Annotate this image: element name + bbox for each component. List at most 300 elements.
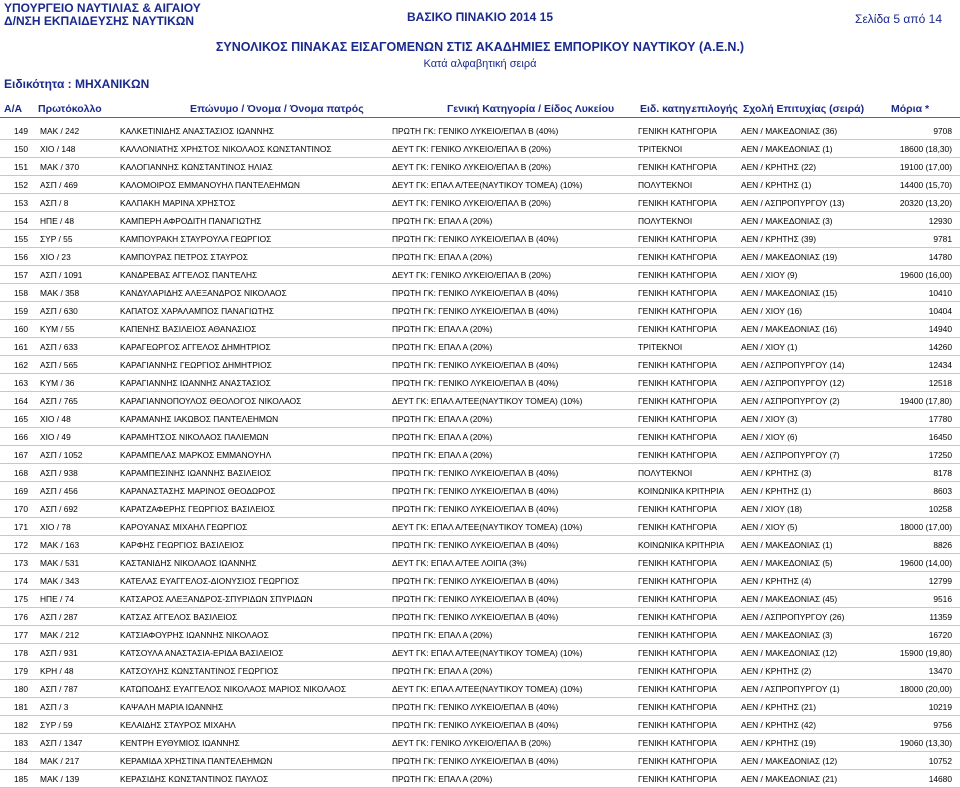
row-school: ΑΕΝ / ΚΡΗΤΗΣ (1): [741, 180, 812, 190]
table-header: [0, 101, 960, 118]
row-category: ΠΡΩΤΗ ΓΚ: ΕΠΑΛ Α (20%): [392, 216, 493, 226]
row-school: ΑΕΝ / ΧΙΟΥ (5): [741, 522, 798, 532]
table-row: [0, 716, 960, 734]
row-points: 8178: [933, 468, 952, 478]
row-name: ΚΕΡΑΜΙΔΑ ΧΡΗΣΤΙΝΑ ΠΑΝΤΕΛΕΗΜΩΝ: [120, 756, 273, 766]
row-name: ΚΑΡΑΓΙΑΝΝΟΠΟΥΛΟΣ ΘΕΟΛΟΓΟΣ ΝΙΚΟΛΑΟΣ: [120, 396, 302, 406]
col-points: Μόρια *: [891, 103, 930, 115]
row-category: ΠΡΩΤΗ ΓΚ: ΓΕΝΙΚΟ ΛΥΚΕΙΟ/ΕΠΑΛ Β (40%): [392, 702, 559, 712]
page-indicator: Σελίδα 5 από 14: [855, 12, 942, 26]
row-school: ΑΕΝ / ΜΑΚΕΔΟΝΙΑΣ (45): [741, 594, 838, 604]
specialty-label: Ειδικότητα : ΜΗΧΑΝΙΚΩΝ: [4, 77, 150, 91]
row-points: 10752: [928, 756, 952, 766]
row-number: 183: [14, 738, 28, 748]
row-special-category: ΓΕΝΙΚΗ ΚΑΤΗΓΟΡΙΑ: [638, 666, 717, 676]
row-special-category: ΓΕΝΙΚΗ ΚΑΤΗΓΟΡΙΑ: [638, 702, 717, 712]
row-category: ΠΡΩΤΗ ΓΚ: ΓΕΝΙΚΟ ΛΥΚΕΙΟ/ΕΠΑΛ Β (40%): [392, 234, 559, 244]
table-row: [0, 590, 960, 608]
row-protocol: ΜΑΚ / 358: [40, 288, 80, 298]
row-school: ΑΕΝ / ΑΣΠΡΟΠΥΡΓΟΥ (26): [741, 612, 845, 622]
row-category: ΠΡΩΤΗ ΓΚ: ΕΠΑΛ Α (20%): [392, 414, 493, 424]
row-category: ΔΕΥΤ ΓΚ: ΕΠΑΛ Α/ΤΕΕ(ΝΑΥΤΙΚΟΥ ΤΟΜΕΑ) (10%): [392, 648, 583, 658]
row-school: ΑΕΝ / ΜΑΚΕΔΟΝΙΑΣ (1): [741, 540, 833, 550]
row-number: 180: [14, 684, 28, 694]
row-points: 14400 (15,70): [899, 180, 952, 190]
table-row: [0, 428, 960, 446]
results-table-body: [0, 122, 960, 788]
table-row: [0, 338, 960, 356]
table-row: [0, 248, 960, 266]
row-school: ΑΕΝ / ΑΣΠΡΟΠΥΡΓΟΥ (7): [741, 450, 840, 460]
row-special-category: ΓΕΝΙΚΗ ΚΑΤΗΓΟΡΙΑ: [638, 288, 717, 298]
table-row: [0, 752, 960, 770]
row-special-category: ΓΕΝΙΚΗ ΚΑΤΗΓΟΡΙΑ: [638, 378, 717, 388]
row-special-category: ΓΕΝΙΚΗ ΚΑΤΗΓΟΡΙΑ: [638, 594, 717, 604]
row-number: 156: [14, 252, 28, 262]
row-name: ΚΑΡΑΤΖΑΦΕΡΗΣ ΓΕΩΡΓΙΟΣ ΒΑΣΙΛΕΙΟΣ: [120, 504, 275, 514]
row-name: ΚΑΡΑΓΕΩΡΓΟΣ ΑΓΓΕΛΟΣ ΔΗΜΗΤΡΙΟΣ: [120, 342, 271, 352]
col-protocol: Πρωτόκολλο: [38, 103, 102, 115]
row-special-category: ΓΕΝΙΚΗ ΚΑΤΗΓΟΡΙΑ: [638, 414, 717, 424]
row-points: 19600 (16,00): [899, 270, 952, 280]
row-school: ΑΕΝ / ΜΑΚΕΔΟΝΙΑΣ (36): [741, 126, 838, 136]
row-number: 175: [14, 594, 28, 604]
row-school: ΑΕΝ / ΧΙΟΥ (3): [741, 414, 798, 424]
row-points: 10258: [928, 504, 952, 514]
row-special-category: ΚΟΙΝΩΝΙΚΑ ΚΡΙΤΗΡΙΑ: [638, 540, 725, 550]
row-protocol: ΑΣΠ / 287: [40, 612, 78, 622]
row-school: ΑΕΝ / ΧΙΟΥ (1): [741, 342, 798, 352]
row-protocol: ΧΙΟ / 148: [40, 144, 76, 154]
row-special-category: ΓΕΝΙΚΗ ΚΑΤΗΓΟΡΙΑ: [638, 648, 717, 658]
row-number: 153: [14, 198, 28, 208]
row-special-category: ΤΡΙΤΕΚΝΟΙ: [638, 144, 683, 154]
row-special-category: ΓΕΝΙΚΗ ΚΑΤΗΓΟΡΙΑ: [638, 756, 717, 766]
row-number: 181: [14, 702, 28, 712]
row-category: ΠΡΩΤΗ ΓΚ: ΓΕΝΙΚΟ ΛΥΚΕΙΟ/ΕΠΑΛ Β (40%): [392, 468, 559, 478]
row-number: 158: [14, 288, 28, 298]
row-number: 154: [14, 216, 28, 226]
row-category: ΠΡΩΤΗ ΓΚ: ΓΕΝΙΚΟ ΛΥΚΕΙΟ/ΕΠΑΛ Β (40%): [392, 594, 559, 604]
row-category: ΔΕΥΤ ΓΚ: ΓΕΝΙΚΟ ΛΥΚΕΙΟ/ΕΠΑΛ Β (20%): [392, 162, 552, 172]
table-row: [0, 158, 960, 176]
row-special-category: ΓΕΝΙΚΗ ΚΑΤΗΓΟΡΙΑ: [638, 306, 717, 316]
row-protocol: ΚΡΗ / 48: [40, 666, 74, 676]
row-school: ΑΕΝ / ΜΑΚΕΔΟΝΙΑΣ (12): [741, 756, 838, 766]
row-points: 19600 (14,00): [899, 558, 952, 568]
row-name: ΚΕΛΑΙΔΗΣ ΣΤΑΥΡΟΣ ΜΙΧΑΗΛ: [120, 720, 236, 730]
row-special-category: ΓΕΝΙΚΗ ΚΑΤΗΓΟΡΙΑ: [638, 630, 717, 640]
row-special-category: ΓΕΝΙΚΗ ΚΑΤΗΓΟΡΙΑ: [638, 522, 717, 532]
row-special-category: ΓΕΝΙΚΗ ΚΑΤΗΓΟΡΙΑ: [638, 396, 717, 406]
table-row: [0, 608, 960, 626]
row-school: ΑΕΝ / ΜΑΚΕΔΟΝΙΑΣ (5): [741, 558, 833, 568]
row-category: ΠΡΩΤΗ ΓΚ: ΕΠΑΛ Α (20%): [392, 324, 493, 334]
row-protocol: ΧΙΟ / 49: [40, 432, 71, 442]
row-protocol: ΑΣΠ / 931: [40, 648, 78, 658]
table-row: [0, 500, 960, 518]
row-special-category: ΓΕΝΙΚΗ ΚΑΤΗΓΟΡΙΑ: [638, 126, 717, 136]
row-points: 16720: [928, 630, 952, 640]
row-category: ΠΡΩΤΗ ΓΚ: ΓΕΝΙΚΟ ΛΥΚΕΙΟ/ΕΠΑΛ Β (40%): [392, 486, 559, 496]
row-category: ΔΕΥΤ ΓΚ: ΓΕΝΙΚΟ ΛΥΚΕΙΟ/ΕΠΑΛ Β (20%): [392, 144, 552, 154]
row-number: 167: [14, 450, 28, 460]
table-row: [0, 122, 960, 140]
row-number: 155: [14, 234, 28, 244]
row-points: 13470: [928, 666, 952, 676]
row-special-category: ΓΕΝΙΚΗ ΚΑΤΗΓΟΡΙΑ: [638, 720, 717, 730]
row-name: ΚΑΤΩΠΟΔΗΣ ΕΥΑΓΓΕΛΟΣ ΝΙΚΟΛΑΟΣ ΜΑΡΙΟΣ ΝΙΚΟΛΑΟΣ: [120, 684, 347, 694]
row-protocol: ΧΙΟ / 23: [40, 252, 71, 262]
row-category: ΔΕΥΤ ΓΚ: ΓΕΝΙΚΟ ΛΥΚΕΙΟ/ΕΠΑΛ Β (20%): [392, 270, 552, 280]
row-protocol: ΑΣΠ / 469: [40, 180, 78, 190]
document-title: ΣΥΝΟΛΙΚΟΣ ΠΙΝΑΚΑΣ ΕΙΣΑΓΟΜΕΝΩΝ ΣΤΙΣ ΑΚΑΔΗΜΙΕΣ ΕΜΠΟΡΙΚΟΥ ΝΑΥΤΙΚΟΥ (Α.Ε.Ν.): [215, 40, 745, 54]
row-category: ΠΡΩΤΗ ΓΚ: ΓΕΝΙΚΟ ΛΥΚΕΙΟ/ΕΠΑΛ Β (40%): [392, 126, 559, 136]
table-row: [0, 770, 960, 788]
row-number: 159: [14, 306, 28, 316]
row-category: ΠΡΩΤΗ ΓΚ: ΓΕΝΙΚΟ ΛΥΚΕΙΟ/ΕΠΑΛ Β (40%): [392, 378, 559, 388]
table-row: [0, 734, 960, 752]
row-number: 149: [14, 126, 28, 136]
row-number: 169: [14, 486, 28, 496]
col-selection: επιλογής: [692, 103, 738, 115]
row-protocol: ΜΑΚ / 242: [40, 126, 80, 136]
row-number: 162: [14, 360, 28, 370]
table-row: [0, 626, 960, 644]
row-points: 14940: [928, 324, 952, 334]
table-row: [0, 194, 960, 212]
row-protocol: ΗΠΕ / 48: [40, 216, 74, 226]
row-points: 9516: [933, 594, 952, 604]
row-points: 17250: [928, 450, 952, 460]
row-points: 12518: [928, 378, 952, 388]
row-number: 177: [14, 630, 28, 640]
table-row: [0, 572, 960, 590]
row-number: 164: [14, 396, 28, 406]
row-protocol: ΣΥΡ / 59: [40, 720, 73, 730]
row-special-category: ΓΕΝΙΚΗ ΚΑΤΗΓΟΡΙΑ: [638, 504, 717, 514]
row-name: ΚΑΤΣΑΡΟΣ ΑΛΕΞΑΝΔΡΟΣ-ΣΠΥΡΙΔΩΝ ΣΠΥΡΙΔΩΝ: [120, 594, 313, 604]
row-name: ΚΑΝΔΡΕΒΑΣ ΑΓΓΕΛΟΣ ΠΑΝΤΕΛΗΣ: [120, 270, 258, 280]
row-school: ΑΕΝ / ΜΑΚΕΔΟΝΙΑΣ (16): [741, 324, 838, 334]
row-protocol: ΑΣΠ / 1052: [40, 450, 83, 460]
row-school: ΑΕΝ / ΚΡΗΤΗΣ (21): [741, 702, 816, 712]
row-protocol: ΑΣΠ / 456: [40, 486, 78, 496]
row-name: ΚΑΡΟΥΑΝΑΣ ΜΙΧΑΗΛ ΓΕΩΡΓΙΟΣ: [120, 522, 248, 532]
row-protocol: ΧΙΟ / 48: [40, 414, 71, 424]
row-special-category: ΓΕΝΙΚΗ ΚΑΤΗΓΟΡΙΑ: [638, 324, 717, 334]
table-row: [0, 230, 960, 248]
table-row: [0, 410, 960, 428]
row-name: ΚΑΛΟΓΙΑΝΝΗΣ ΚΩΝΣΤΑΝΤΙΝΟΣ ΗΛΙΑΣ: [120, 162, 273, 172]
row-protocol: ΑΣΠ / 1091: [40, 270, 83, 280]
row-protocol: ΜΑΚ / 212: [40, 630, 80, 640]
row-protocol: ΚΥΜ / 55: [40, 324, 75, 334]
row-name: ΚΑΝΔΥΛΑΡΙΔΗΣ ΑΛΕΞΑΝΔΡΟΣ ΝΙΚΟΛΑΟΣ: [120, 288, 287, 298]
row-number: 168: [14, 468, 28, 478]
row-protocol: ΑΣΠ / 630: [40, 306, 78, 316]
row-name: ΚΑΣΤΑΝΙΔΗΣ ΝΙΚΟΛΑΟΣ ΙΩΑΝΝΗΣ: [120, 558, 257, 568]
row-category: ΔΕΥΤ ΓΚ: ΓΕΝΙΚΟ ΛΥΚΕΙΟ/ΕΠΑΛ Β (20%): [392, 738, 552, 748]
row-points: 9781: [933, 234, 952, 244]
row-special-category: ΓΕΝΙΚΗ ΚΑΤΗΓΟΡΙΑ: [638, 252, 717, 262]
row-points: 15900 (19,80): [899, 648, 952, 658]
ministry-name: ΥΠΟΥΡΓΕΙΟ ΝΑΥΤΙΛΙΑΣ & ΑΙΓΑΙΟΥ: [4, 1, 201, 15]
row-name: ΚΑΡΑΜΠΕΛΑΣ ΜΑΡΚΟΣ ΕΜΜΑΝΟΥΗΛ: [120, 450, 272, 460]
row-school: ΑΕΝ / ΜΑΚΕΔΟΝΙΑΣ (15): [741, 288, 838, 298]
table-row: [0, 212, 960, 230]
row-name: ΚΑΠΑΤΟΣ ΧΑΡΑΛΑΜΠΟΣ ΠΑΝΑΓΙΩΤΗΣ: [120, 306, 274, 316]
row-number: 151: [14, 162, 28, 172]
row-name: ΚΑΡΑΜΗΤΣΟΣ ΝΙΚΟΛΑΟΣ ΠΑΛΙΕΜΩΝ: [120, 432, 269, 442]
row-points: 18000 (20,00): [899, 684, 952, 694]
row-school: ΑΕΝ / ΜΑΚΕΔΟΝΙΑΣ (3): [741, 216, 833, 226]
row-points: 8826: [933, 540, 952, 550]
row-name: ΚΑΤΣΟΥΛΑ ΑΝΑΣΤΑΣΙΑ-ΕΡΙΔΑ ΒΑΣΙΛΕΙΟΣ: [120, 648, 284, 658]
row-school: ΑΕΝ / ΜΑΚΕΔΟΝΙΑΣ (3): [741, 630, 833, 640]
col-aa: Α/Α: [4, 103, 23, 115]
row-school: ΑΕΝ / ΚΡΗΤΗΣ (22): [741, 162, 816, 172]
row-special-category: ΚΟΙΝΩΝΙΚΑ ΚΡΙΤΗΡΙΑ: [638, 486, 725, 496]
row-special-category: ΓΕΝΙΚΗ ΚΑΤΗΓΟΡΙΑ: [638, 558, 717, 568]
col-special-category: Ειδ. κατηγ.: [640, 103, 694, 115]
row-name: ΚΑΡΑΜΠΕΣΙΝΗΣ ΙΩΑΝΝΗΣ ΒΑΣΙΛΕΙΟΣ: [120, 468, 272, 478]
row-points: 20320 (13,20): [899, 198, 952, 208]
table-row: [0, 266, 960, 284]
row-protocol: ΑΣΠ / 565: [40, 360, 78, 370]
table-row: [0, 518, 960, 536]
row-category: ΠΡΩΤΗ ΓΚ: ΕΠΑΛ Α (20%): [392, 774, 493, 784]
row-protocol: ΗΠΕ / 74: [40, 594, 74, 604]
table-row: [0, 698, 960, 716]
table-row: [0, 446, 960, 464]
row-special-category: ΠΟΛΥΤΕΚΝΟΙ: [638, 468, 693, 478]
row-school: ΑΕΝ / ΧΙΟΥ (6): [741, 432, 798, 442]
row-points: 10410: [928, 288, 952, 298]
table-row: [0, 284, 960, 302]
row-special-category: ΓΕΝΙΚΗ ΚΑΤΗΓΟΡΙΑ: [638, 162, 717, 172]
table-row: [0, 374, 960, 392]
row-category: ΠΡΩΤΗ ΓΚ: ΓΕΝΙΚΟ ΛΥΚΕΙΟ/ΕΠΑΛ Β (40%): [392, 504, 559, 514]
row-points: 16450: [928, 432, 952, 442]
row-protocol: ΑΣΠ / 3: [40, 702, 69, 712]
row-category: ΠΡΩΤΗ ΓΚ: ΕΠΑΛ Α (20%): [392, 252, 493, 262]
row-number: 163: [14, 378, 28, 388]
row-number: 171: [14, 522, 28, 532]
row-special-category: ΓΕΝΙΚΗ ΚΑΤΗΓΟΡΙΑ: [638, 774, 717, 784]
row-protocol: ΑΣΠ / 938: [40, 468, 78, 478]
table-row: [0, 644, 960, 662]
row-special-category: ΠΟΛΥΤΕΚΝΟΙ: [638, 180, 693, 190]
row-name: ΚΑΨΑΛΗ ΜΑΡΙΑ ΙΩΑΝΝΗΣ: [120, 702, 224, 712]
row-category: ΔΕΥΤ ΓΚ: ΕΠΑΛ Α/ΤΕΕ(ΝΑΥΤΙΚΟΥ ΤΟΜΕΑ) (10%): [392, 522, 583, 532]
row-protocol: ΜΑΚ / 163: [40, 540, 80, 550]
row-category: ΠΡΩΤΗ ΓΚ: ΕΠΑΛ Α (20%): [392, 342, 493, 352]
row-category: ΠΡΩΤΗ ΓΚ: ΓΕΝΙΚΟ ΛΥΚΕΙΟ/ΕΠΑΛ Β (40%): [392, 576, 559, 586]
row-points: 19060 (13,30): [899, 738, 952, 748]
row-name: ΚΑΛΟΜΟΙΡΟΣ ΕΜΜΑΝΟΥΗΛ ΠΑΝΤΕΛΕΗΜΩΝ: [120, 180, 300, 190]
row-points: 18000 (17,00): [899, 522, 952, 532]
col-school: Σχολή Επιτυχίας (σειρά): [743, 103, 865, 115]
row-name: ΚΑΤΣΑΣ ΑΓΓΕΛΟΣ ΒΑΣΙΛΕΙΟΣ: [120, 612, 238, 622]
row-number: 174: [14, 576, 28, 586]
row-special-category: ΓΕΝΙΚΗ ΚΑΤΗΓΟΡΙΑ: [638, 450, 717, 460]
row-school: ΑΕΝ / ΜΑΚΕΔΟΝΙΑΣ (19): [741, 252, 838, 262]
table-row: [0, 662, 960, 680]
row-number: 185: [14, 774, 28, 784]
row-special-category: ΤΡΙΤΕΚΝΟΙ: [638, 342, 683, 352]
row-name: ΚΑΛΛΟΝΙΑΤΗΣ ΧΡΗΣΤΟΣ ΝΙΚΟΛΑΟΣ ΚΩΝΣΤΑΝΤΙΝΟΣ: [120, 144, 332, 154]
row-category: ΠΡΩΤΗ ΓΚ: ΓΕΝΙΚΟ ΛΥΚΕΙΟ/ΕΠΑΛ Β (40%): [392, 540, 559, 550]
row-name: ΚΑΤΣΟΥΛΗΣ ΚΩΝΣΤΑΝΤΙΝΟΣ ΓΕΩΡΓΙΟΣ: [120, 666, 279, 676]
row-category: ΠΡΩΤΗ ΓΚ: ΓΕΝΙΚΟ ΛΥΚΕΙΟ/ΕΠΑΛ Β (40%): [392, 288, 559, 298]
row-category: ΠΡΩΤΗ ΓΚ: ΓΕΝΙΚΟ ΛΥΚΕΙΟ/ΕΠΑΛ Β (40%): [392, 306, 559, 316]
row-protocol: ΜΑΚ / 370: [40, 162, 80, 172]
row-name: ΚΑΜΠΕΡΗ ΑΦΡΟΔΙΤΗ ΠΑΝΑΓΙΩΤΗΣ: [120, 216, 262, 226]
row-protocol: ΜΑΚ / 139: [40, 774, 80, 784]
row-special-category: ΓΕΝΙΚΗ ΚΑΤΗΓΟΡΙΑ: [638, 270, 717, 280]
row-school: ΑΕΝ / ΧΙΟΥ (9): [741, 270, 798, 280]
row-points: 12799: [928, 576, 952, 586]
row-school: ΑΕΝ / ΜΑΚΕΔΟΝΙΑΣ (1): [741, 144, 833, 154]
table-row: [0, 482, 960, 500]
row-number: 166: [14, 432, 28, 442]
row-points: 12930: [928, 216, 952, 226]
row-school: ΑΕΝ / ΚΡΗΤΗΣ (39): [741, 234, 816, 244]
row-category: ΠΡΩΤΗ ΓΚ: ΕΠΑΛ Α (20%): [392, 630, 493, 640]
row-points: 19100 (17,00): [899, 162, 952, 172]
table-row: [0, 536, 960, 554]
row-special-category: ΓΕΝΙΚΗ ΚΑΤΗΓΟΡΙΑ: [638, 432, 717, 442]
table-row: [0, 356, 960, 374]
row-school: ΑΕΝ / ΧΙΟΥ (18): [741, 504, 803, 514]
row-school: ΑΕΝ / ΑΣΠΡΟΠΥΡΓΟΥ (12): [741, 378, 845, 388]
row-protocol: ΜΑΚ / 531: [40, 558, 80, 568]
row-school: ΑΕΝ / ΚΡΗΤΗΣ (4): [741, 576, 812, 586]
col-category: Γενική Κατηγορία / Είδος Λυκείου: [447, 103, 615, 115]
row-number: 161: [14, 342, 28, 352]
row-school: ΑΕΝ / ΚΡΗΤΗΣ (1): [741, 486, 812, 496]
col-name: Επώνυμο / Όνομα / Όνομα πατρός: [190, 103, 364, 115]
table-row: [0, 320, 960, 338]
row-special-category: ΓΕΝΙΚΗ ΚΑΤΗΓΟΡΙΑ: [638, 684, 717, 694]
row-protocol: ΑΣΠ / 765: [40, 396, 78, 406]
row-category: ΔΕΥΤ ΓΚ: ΕΠΑΛ Α/ΤΕΕ ΛΟΙΠΑ (3%): [392, 558, 527, 568]
row-school: ΑΕΝ / ΑΣΠΡΟΠΥΡΓΟΥ (13): [741, 198, 845, 208]
row-category: ΠΡΩΤΗ ΓΚ: ΓΕΝΙΚΟ ΛΥΚΕΙΟ/ΕΠΑΛ Β (40%): [392, 720, 559, 730]
row-special-category: ΓΕΝΙΚΗ ΚΑΤΗΓΟΡΙΑ: [638, 576, 717, 586]
row-number: 176: [14, 612, 28, 622]
row-school: ΑΕΝ / ΚΡΗΤΗΣ (3): [741, 468, 812, 478]
row-name: ΚΑΠΕΝΗΣ ΒΑΣΙΛΕΙΟΣ ΑΘΑΝΑΣΙΟΣ: [120, 324, 257, 334]
row-name: ΚΑΡΑΜΑΝΗΣ ΙΑΚΩΒΟΣ ΠΑΝΤΕΛΕΗΜΩΝ: [120, 414, 279, 424]
row-category: ΔΕΥΤ ΓΚ: ΓΕΝΙΚΟ ΛΥΚΕΙΟ/ΕΠΑΛ Β (20%): [392, 198, 552, 208]
row-school: ΑΕΝ / ΧΙΟΥ (16): [741, 306, 803, 316]
row-name: ΚΑΡΑΝΑΣΤΑΣΗΣ ΜΑΡΙΝΟΣ ΘΕΟΔΩΡΟΣ: [120, 486, 276, 496]
row-points: 14780: [928, 252, 952, 262]
row-school: ΑΕΝ / ΚΡΗΤΗΣ (2): [741, 666, 812, 676]
row-number: 173: [14, 558, 28, 568]
row-protocol: ΚΥΜ / 36: [40, 378, 75, 388]
row-school: ΑΕΝ / ΚΡΗΤΗΣ (19): [741, 738, 816, 748]
row-school: ΑΕΝ / ΜΑΚΕΔΟΝΙΑΣ (12): [741, 648, 838, 658]
row-category: ΔΕΥΤ ΓΚ: ΕΠΑΛ Α/ΤΕΕ(ΝΑΥΤΙΚΟΥ ΤΟΜΕΑ) (10%): [392, 180, 583, 190]
row-category: ΔΕΥΤ ΓΚ: ΕΠΑΛ Α/ΤΕΕ(ΝΑΥΤΙΚΟΥ ΤΟΜΕΑ) (10%): [392, 684, 583, 694]
row-school: ΑΕΝ / ΑΣΠΡΟΠΥΡΓΟΥ (1): [741, 684, 840, 694]
row-points: 12434: [928, 360, 952, 370]
table-row: [0, 464, 960, 482]
table-row: [0, 392, 960, 410]
row-name: ΚΑΤΕΛΑΣ ΕΥΑΓΓΕΛΟΣ-ΔΙΟΝΥΣΙΟΣ ΓΕΩΡΓΙΟΣ: [120, 576, 300, 586]
row-category: ΠΡΩΤΗ ΓΚ: ΕΠΑΛ Α (20%): [392, 666, 493, 676]
row-name: ΚΑΜΠΟΥΡΑΚΗ ΣΤΑΥΡΟΥΛΑ ΓΕΩΡΓΙΟΣ: [120, 234, 272, 244]
row-number: 178: [14, 648, 28, 658]
row-points: 14680: [928, 774, 952, 784]
row-protocol: ΧΙΟ / 78: [40, 522, 71, 532]
row-points: 8603: [933, 486, 952, 496]
row-number: 172: [14, 540, 28, 550]
row-category: ΔΕΥΤ ΓΚ: ΕΠΑΛ Α/ΤΕΕ(ΝΑΥΤΙΚΟΥ ΤΟΜΕΑ) (10%): [392, 396, 583, 406]
row-category: ΠΡΩΤΗ ΓΚ: ΓΕΝΙΚΟ ΛΥΚΕΙΟ/ΕΠΑΛ Β (40%): [392, 612, 559, 622]
row-number: 170: [14, 504, 28, 514]
row-special-category: ΓΕΝΙΚΗ ΚΑΤΗΓΟΡΙΑ: [638, 234, 717, 244]
row-protocol: ΑΣΠ / 692: [40, 504, 78, 514]
row-number: 165: [14, 414, 28, 424]
row-special-category: ΓΕΝΙΚΗ ΚΑΤΗΓΟΡΙΑ: [638, 198, 717, 208]
row-number: 184: [14, 756, 28, 766]
row-points: 14260: [928, 342, 952, 352]
row-points: 17780: [928, 414, 952, 424]
row-number: 157: [14, 270, 28, 280]
row-name: ΚΕΝΤΡΗ ΕΥΘΥΜΙΟΣ ΙΩΑΝΝΗΣ: [120, 738, 240, 748]
row-special-category: ΠΟΛΥΤΕΚΝΟΙ: [638, 216, 693, 226]
row-number: 150: [14, 144, 28, 154]
row-category: ΠΡΩΤΗ ΓΚ: ΕΠΑΛ Α (20%): [392, 432, 493, 442]
row-school: ΑΕΝ / ΚΡΗΤΗΣ (42): [741, 720, 816, 730]
row-points: 9756: [933, 720, 952, 730]
directorate-name: Δ/ΝΣΗ ΕΚΠΑΙΔΕΥΣΗΣ ΝΑΥΤΙΚΩΝ: [4, 14, 195, 28]
row-school: ΑΕΝ / ΜΑΚΕΔΟΝΙΑΣ (21): [741, 774, 838, 784]
row-school: ΑΕΝ / ΑΣΠΡΟΠΥΡΓΟΥ (2): [741, 396, 840, 406]
row-points: 18600 (18,30): [899, 144, 952, 154]
row-protocol: ΑΣΠ / 1347: [40, 738, 83, 748]
row-protocol: ΣΥΡ / 55: [40, 234, 73, 244]
row-name: ΚΑΡΑΓΙΑΝΝΗΣ ΙΩΑΝΝΗΣ ΑΝΑΣΤΑΣΙΟΣ: [120, 378, 271, 388]
table-row: [0, 680, 960, 698]
row-category: ΠΡΩΤΗ ΓΚ: ΓΕΝΙΚΟ ΛΥΚΕΙΟ/ΕΠΑΛ Β (40%): [392, 756, 559, 766]
document-subtitle: Κατά αλφαβητική σειρά: [423, 58, 537, 70]
row-protocol: ΑΣΠ / 633: [40, 342, 78, 352]
row-name: ΚΑΤΣΙΑΦΟΥΡΗΣ ΙΩΑΝΝΗΣ ΝΙΚΟΛΑΟΣ: [120, 630, 269, 640]
row-number: 182: [14, 720, 28, 730]
table-row: [0, 176, 960, 194]
row-points: 19400 (17,80): [899, 396, 952, 406]
row-protocol: ΜΑΚ / 217: [40, 756, 80, 766]
row-name: ΚΑΜΠΟΥΡΑΣ ΠΕΤΡΟΣ ΣΤΑΥΡΟΣ: [120, 252, 248, 262]
table-row: [0, 140, 960, 158]
row-name: ΚΑΡΦΗΣ ΓΕΩΡΓΙΟΣ ΒΑΣΙΛΕΙΟΣ: [120, 540, 244, 550]
row-special-category: ΓΕΝΙΚΗ ΚΑΤΗΓΟΡΙΑ: [638, 360, 717, 370]
row-name: ΚΕΡΑΣΙΔΗΣ ΚΩΝΣΤΑΝΤΙΝΟΣ ΠΑΥΛΟΣ: [120, 774, 269, 784]
row-special-category: ΓΕΝΙΚΗ ΚΑΤΗΓΟΡΙΑ: [638, 738, 717, 748]
row-protocol: ΑΣΠ / 8: [40, 198, 69, 208]
row-points: 9708: [933, 126, 952, 136]
row-name: ΚΑΛΚΕΤΙΝΙΔΗΣ ΑΝΑΣΤΑΣΙΟΣ ΙΩΑΝΝΗΣ: [120, 126, 274, 136]
table-row: [0, 302, 960, 320]
row-category: ΠΡΩΤΗ ΓΚ: ΕΠΑΛ Α (20%): [392, 450, 493, 460]
row-protocol: ΜΑΚ / 343: [40, 576, 80, 586]
row-number: 179: [14, 666, 28, 676]
